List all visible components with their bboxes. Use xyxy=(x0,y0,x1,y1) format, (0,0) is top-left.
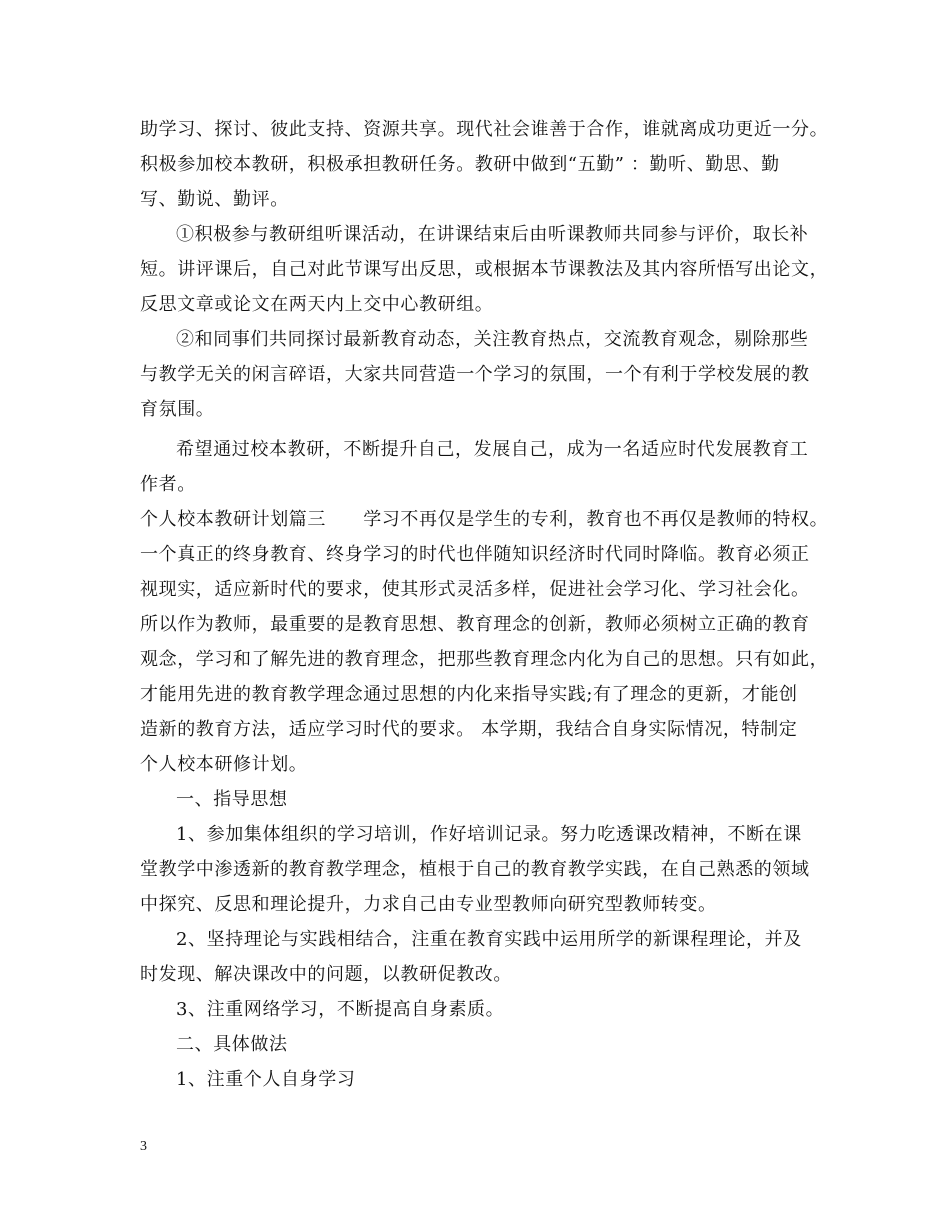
text-line: 反思文章或论文在两天内上交中心教研组。 xyxy=(140,294,494,315)
text-line: 观念，学习和了解先进的教育理念，把那些教育理念内化为自己的思想。只有如此， xyxy=(140,649,829,670)
text-line: 3、注重网络学习，不断提高自身素质。 xyxy=(176,999,505,1020)
text-line: 希望通过校本教研，不断提升自己，发展自己，成为一名适应时代发展教育工 xyxy=(176,439,809,460)
text-line: 育氛围。 xyxy=(140,399,215,420)
text-line: 视现实，适应新时代的要求，使其形式灵活多样，促进社会学习化、学习社会化。 xyxy=(140,579,810,600)
text-line: 写、勤说、勤评。 xyxy=(140,189,289,210)
text-line: 中探究、反思和理论提升，力求自己由专业型教师向研究型教师转变。 xyxy=(140,894,717,915)
text-line: 与教学无关的闲言碎语，大家共同营造一个学习的氛围，一个有利于学校发展的教 xyxy=(140,364,810,385)
text-line: 短。讲评课后，自己对此节课写出反思，或根据本节课教法及其内容所悟写出论文， xyxy=(140,259,829,280)
text-line: 助学习、探讨、彼此支持、资源共享。现代社会谁善于合作，谁就离成功更近一分。 xyxy=(140,119,829,140)
text-line: 造新的教育方法，适应学习时代的要求。 本学期，我结合自身实际情况，特制定 xyxy=(140,719,798,740)
text-line: 时发现、解决课改中的问题，以教研促教改。 xyxy=(140,964,512,985)
subheading-line: 一、指导思想 xyxy=(176,789,288,810)
text-line: 1、参加集体组织的学习培训，作好培训记录。努力吃透课改精神，不断在课 xyxy=(176,824,802,845)
text-line: 2、坚持理论与实践相结合，注重在教育实践中运用所学的新课程理论，并及 xyxy=(176,929,802,950)
text-line: 所以作为教师，最重要的是教育思想、教育理念的创新，教师必须树立正确的教育 xyxy=(140,614,810,635)
text-line: 作者。 xyxy=(140,474,196,495)
text-line: 才能用先进的教育教学理念通过思想的内化来指导实践;有了理念的更新，才能创 xyxy=(140,684,798,705)
text-line: 积极参加校本教研，积极承担教研任务。教研中做到“五勤” ：勤听、勤思、勤 xyxy=(140,154,780,175)
text-line: ①积极参与教研组听课活动，在讲课结束后由听课教师共同参与评价，取长补 xyxy=(176,224,809,245)
text-line: 个人校本研修计划。 xyxy=(140,754,308,775)
section-heading-line: 个人校本教研计划篇三 学习不再仅是学生的专利，教育也不再仅是教师的特权。 xyxy=(140,509,829,530)
page-number: 3 xyxy=(140,1139,147,1154)
text-line: ②和同事们共同探讨最新教育动态，关注教育热点，交流教育观念，剔除那些 xyxy=(176,329,809,350)
text-line: 一个真正的终身教育、终身学习的时代也伴随知识经济时代同时降临。教育必须正 xyxy=(140,544,810,565)
text-line: 1、注重个人自身学习 xyxy=(176,1069,356,1090)
subheading-line: 二、具体做法 xyxy=(176,1034,288,1055)
text-line: 堂教学中渗透新的教育教学理念，植根于自己的教育教学实践，在自己熟悉的领域 xyxy=(140,859,810,880)
